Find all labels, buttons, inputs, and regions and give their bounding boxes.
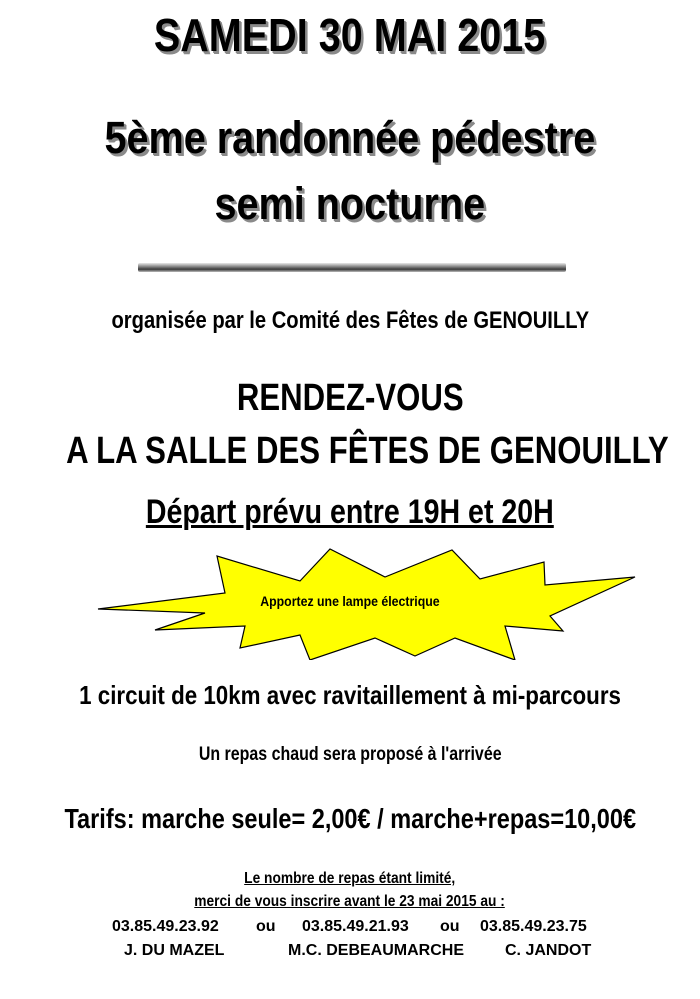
price-info-text: Tarifs: marche seule= 2,00€ / marche+repas=10,00€ bbox=[64, 803, 636, 834]
contact-name-1: J. DU MAZEL bbox=[124, 942, 225, 959]
contact-phone-3: 03.85.49.23.75 bbox=[480, 918, 587, 935]
meeting-heading-line2 bbox=[0, 430, 700, 473]
callout-text bbox=[0, 593, 700, 609]
contact-phone-1: 03.85.49.23.92 bbox=[112, 918, 219, 935]
horizontal-divider bbox=[138, 263, 566, 272]
registration-notice-line1-text: Le nombre de repas étant limité, bbox=[244, 870, 456, 887]
price-info-line bbox=[0, 803, 700, 835]
circuit-info-text: 1 circuit de 10km avec ravitaillement à mi-parcours bbox=[79, 680, 621, 710]
organizer-line bbox=[0, 307, 700, 335]
event-title-line2 bbox=[0, 178, 700, 230]
registration-notice-line2-text: merci de vous inscrire avant le 23 mai 2015 au : bbox=[194, 893, 506, 910]
contact-phone-2: 03.85.49.21.93 bbox=[302, 918, 409, 935]
event-title-line1 bbox=[0, 112, 700, 164]
circuit-info-line bbox=[0, 680, 700, 711]
organizer-text: organisée par le Comité des Fêtes de GENOUILLY bbox=[111, 307, 589, 334]
contact-name-3: C. JANDOT bbox=[505, 942, 592, 959]
event-title-line1-text: 5ème randonnée pédestre bbox=[104, 112, 596, 163]
meeting-heading-line1 bbox=[0, 377, 700, 420]
callout-label: Apportez une lampe électrique bbox=[260, 593, 440, 609]
event-title-line2-text: semi nocturne bbox=[214, 178, 486, 229]
departure-time-text: Départ prévu entre 19H et 20H bbox=[146, 493, 554, 531]
meeting-heading-line1-text: RENDEZ-VOUS bbox=[236, 377, 464, 419]
contact-phone-row bbox=[0, 918, 700, 942]
separator-or-2: ou bbox=[440, 918, 460, 935]
registration-notice-line2 bbox=[0, 893, 700, 911]
event-date-heading bbox=[0, 8, 700, 62]
event-date-text: SAMEDI 30 MAI 2015 bbox=[154, 9, 546, 61]
meal-info-line bbox=[0, 744, 700, 766]
meal-info-text: Un repas chaud sera proposé à l'arrivée bbox=[198, 744, 502, 765]
contact-name-row bbox=[0, 942, 700, 966]
departure-time-line bbox=[0, 493, 700, 532]
registration-notice-line1 bbox=[0, 870, 700, 888]
contact-name-2: M.C. DEBEAUMARCHE bbox=[288, 942, 464, 959]
separator-or-1: ou bbox=[256, 918, 276, 935]
meeting-heading-line2-text: A LA SALLE DES FÊTES DE GENOUILLY bbox=[66, 430, 669, 472]
